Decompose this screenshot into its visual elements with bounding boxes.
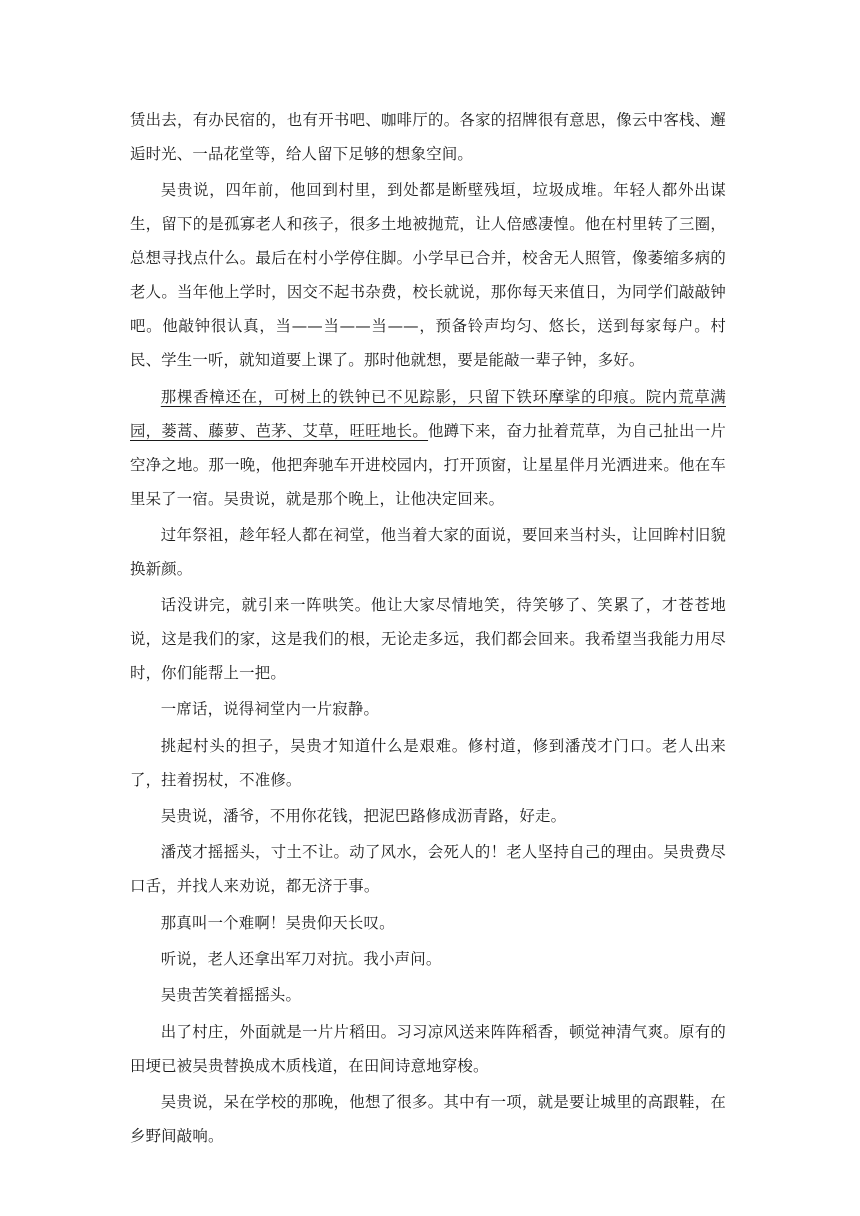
paragraph-text: 赁出去，有办民宿的，也有开书吧、咖啡厅的。各家的招牌很有意思，像云中客栈、邂逅时光、一品花堂等，给人留下足够的想象空间。: [130, 111, 726, 163]
paragraph-text: 挑起村头的担子，吴贵才知道什么是艰难。修村道，修到潘茂才门口。老人出来了，拄着拐杖，不准修。: [130, 736, 726, 789]
paragraph-text: 吴贵苦笑着摇摇头。: [160, 986, 302, 1005]
paragraph-text: 话没讲完，就引来一阵哄笑。他让大家尽情地笑，待笑够了、笑累了，才苍苍地说，这是我们的家，这是我们的根，无论走多远，我们都会回来。我希望当我能力用尽时，你们能帮上一把。: [130, 596, 726, 683]
paragraph-1: [130, 103, 726, 171]
underlined-passage: 那棵香樟还在，可树上的铁钟已不见踪影，只留下铁环摩挲的印痕。院内荒草满园，蒌蒿、藤萝、芭茅、艾草，旺旺地长。: [130, 387, 726, 440]
paragraph-8: [130, 799, 726, 833]
paragraph-4: [130, 518, 726, 586]
paragraph-text: 吴贵说，四年前，他回到村里，到处都是断壁残垣，垃圾成堆。年轻人都外出谋生，留下的是孤寡老人和孩子，很多土地被抛荒，让人倍感凄惶。他在村里转了三圈，总想寻找点什么。最后在村小学停住脚。小学早已合并，校舍无人照管，像萎缩多病的老人。当年他上学时，因交不起书杂费，校长就说，那你每天来值日，为同学们敲敲钟吧。他敲钟很认真，当——当——当——，预备铃声均匀、悠长，送到每家每户。村民、学生一听，就知道要上课了。那时他就想，要是能敲一辈子钟，多好。: [130, 181, 726, 370]
paragraph-text: 过年祭祖，趁年轻人都在祠堂，他当着大家的面说，要回来当村头，让回眸村旧貌换新颜。: [130, 525, 726, 578]
paragraph-text: 听说，老人还拿出军刀对抗。我小声问。: [160, 949, 442, 968]
paragraph-text: 出了村庄，外面就是一片片稻田。习习凉风送来阵阵稻香，顿觉神清气爽。原有的田埂已被吴贵替换成木质栈道，在田间诗意地穿梭。: [130, 1022, 726, 1075]
paragraph-text: 那真叫一个难啊！吴贵仰天长叹。: [160, 913, 395, 932]
paragraph-11: [130, 942, 726, 976]
paragraph-9: [130, 835, 726, 903]
paragraph-text: 他蹲下来，奋力扯着荒草，为自己扯出一片空净之地。那一晚，他把奔驰车开进校园内，打开顶窗，让星星伴月光洒进来。他在车里呆了一宿。吴贵说，就是那个晚上，让他决定回来。: [130, 421, 726, 508]
paragraph-6: [130, 692, 726, 726]
paragraph-3: [130, 380, 726, 516]
paragraph-text: 潘茂才摇摇头，寸土不让。动了风水，会死人的！老人坚持自己的理由。吴贵费尽口舌，并找人来劝说，都无济于事。: [130, 843, 726, 896]
paragraph-text: 一席话，说得祠堂内一片寂静。: [160, 700, 380, 719]
paragraph-14: [130, 1085, 726, 1153]
paragraph-text: 吴贵说，呆在学校的那晚，他想了很多。其中有一项，就是要让城里的高跟鞋，在乡野间敲响。: [130, 1092, 726, 1145]
paragraph-10: [130, 906, 726, 940]
article-body: [130, 103, 726, 1155]
paragraph-13: [130, 1015, 726, 1083]
paragraph-2: [130, 173, 726, 377]
paragraph-5: [130, 588, 726, 690]
paragraph-7: [130, 729, 726, 797]
paragraph-text: 吴贵说，潘爷，不用你花钱，把泥巴路修成沥青路，好走。: [160, 807, 567, 826]
paragraph-12: [130, 978, 726, 1012]
